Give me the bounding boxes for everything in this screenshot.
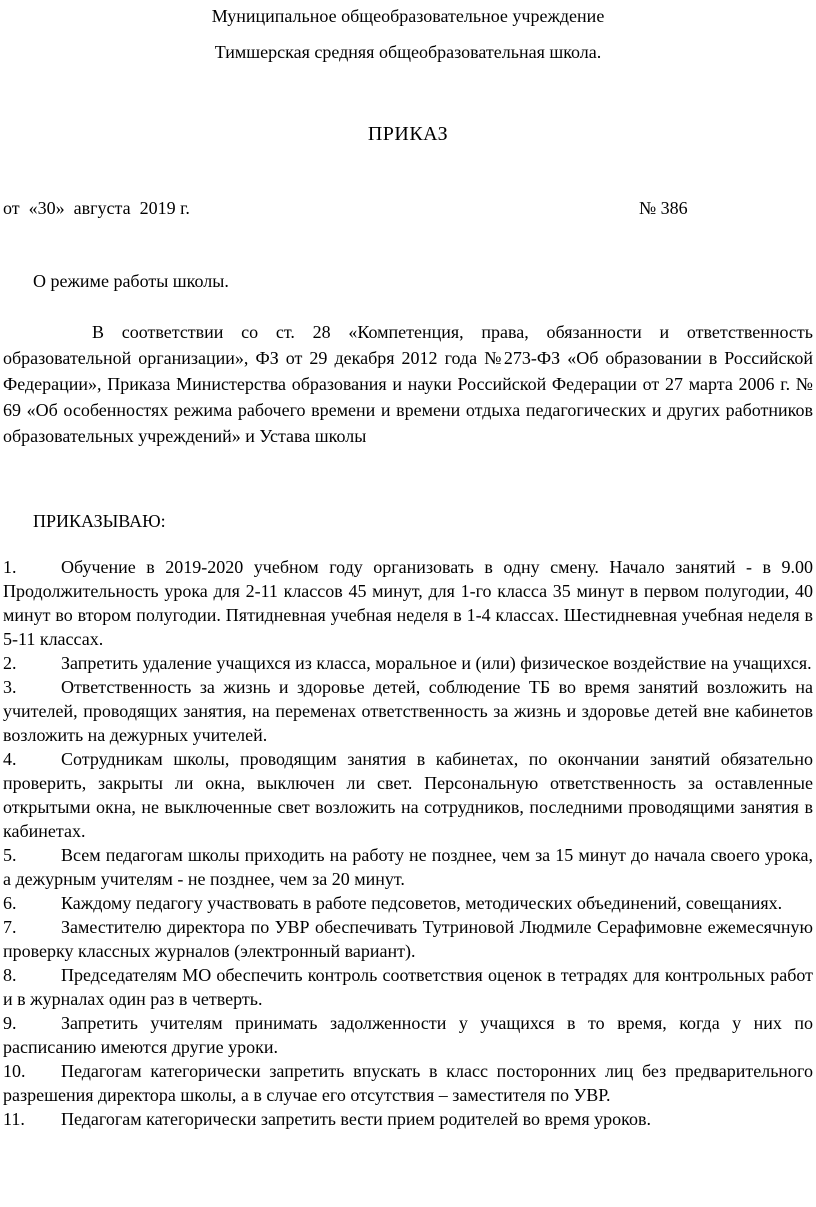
- item-number: 5.: [3, 845, 17, 865]
- order-item: [3, 675, 813, 747]
- item-text: Заместителю директора по УВР обеспечивать Тутриновой Людмиле Серафимовне ежемесячную проверку классных журналов (электронный вариант).: [3, 917, 813, 961]
- item-text: Запретить удаление учащихся из класса, моральное и (или) физическое воздействие на учащихся.: [61, 653, 812, 673]
- item-text: Запретить учителям принимать задолженности у учащихся в то время, когда у них по расписанию имеются другие уроки.: [3, 1013, 813, 1057]
- item-text: Сотрудникам школы, проводящим занятия в кабинетах, по окончании занятий обязательно проверить, закрыты ли окна, выключен ли свет. Персональную ответственность за оставленные открытыми окна, не выключенные свет возложить на сотрудников, последними проводящими занятия в кабинетах.: [3, 749, 813, 841]
- item-number: 1.: [3, 557, 17, 577]
- item-number: 6.: [3, 893, 17, 913]
- order-item: [3, 747, 813, 843]
- item-text: Педагогам категорически запретить впускать в класс посторонних лиц без предварительного разрешения директора школы, а в случае его отсутствия – заместителя по УВР.: [3, 1061, 813, 1105]
- preamble-paragraph: В соответствии со ст. 28 «Компетенция, права, обязанности и ответственность образовательной организации», ФЗ от 29 декабря 2012 года №273-ФЗ «Об образовании в Российской Федерации», Приказа Министерства образования и науки Российской Федерации от 27 марта 2006 г. № 69 «Об особенностях режима рабочего времени и времени отдыха педагогических и других работников образовательных учреждений» и Устава школы: [3, 322, 813, 446]
- item-number: 11.: [3, 1109, 25, 1129]
- document-title: ПРИКАЗ: [367, 123, 449, 145]
- item-text: Всем педагогам школы приходить на работу не позднее, чем за 15 минут до начала своего урока, а дежурным учителям - не позднее, чем за 20 минут.: [3, 845, 813, 889]
- item-number: 4.: [3, 749, 17, 769]
- item-text: Педагогам категорически запретить вести прием родителей во время уроков.: [61, 1109, 651, 1129]
- order-items-list: [3, 555, 813, 1131]
- order-item: [3, 1107, 813, 1131]
- order-subject: О режиме работы школы.: [33, 271, 229, 291]
- order-date: от «30» августа 2019 г.: [3, 198, 190, 218]
- item-text: Ответственность за жизнь и здоровье детей, соблюдение ТБ во время занятий возложить на учителей, проводящих занятия, на переменах ответственность за жизнь и здоровье детей вне кабинетов возложить на дежурных учителей.: [3, 677, 813, 745]
- item-text: Обучение в 2019-2020 учебном году организовать в одну смену. Начало занятий - в 9.00 Продолжительность урока для 2-11 классов 45 минут, для 1-го класса 35 минут в первом полугодии, 40 минут во втором полугодии. Пятидневная учебная неделя в 1-4 классах. Шестидневная учебная неделя в 5-11 классах.: [3, 557, 813, 649]
- item-text: Председателям МО обеспечить контроль соответствия оценок в тетрадях для контрольных работ и в журналах один раз в четверть.: [3, 965, 813, 1009]
- item-number: 8.: [3, 965, 17, 985]
- item-number: 3.: [3, 677, 17, 697]
- order-item: [3, 963, 813, 1011]
- order-item: [3, 843, 813, 891]
- order-item: [3, 1011, 813, 1059]
- item-text: Каждому педагогу участвовать в работе педсоветов, методических объединений, совещаниях.: [61, 893, 783, 913]
- order-item: [3, 891, 813, 915]
- order-item: [3, 651, 813, 675]
- order-item: [3, 1059, 813, 1107]
- order-item: [3, 915, 813, 963]
- school-name: Тимшерская средняя общеобразовательная школа.: [214, 42, 602, 62]
- organization-name: Муниципальное общеобразовательное учреждение: [211, 6, 605, 26]
- item-number: 10.: [3, 1061, 26, 1081]
- order-number: № 386: [639, 198, 688, 218]
- item-number: 7.: [3, 917, 17, 937]
- date-line: [3, 197, 703, 219]
- order-item: [3, 555, 813, 651]
- item-number: 2.: [3, 653, 17, 673]
- order-directive-heading: ПРИКАЗЫВАЮ:: [33, 511, 166, 531]
- item-number: 9.: [3, 1013, 17, 1033]
